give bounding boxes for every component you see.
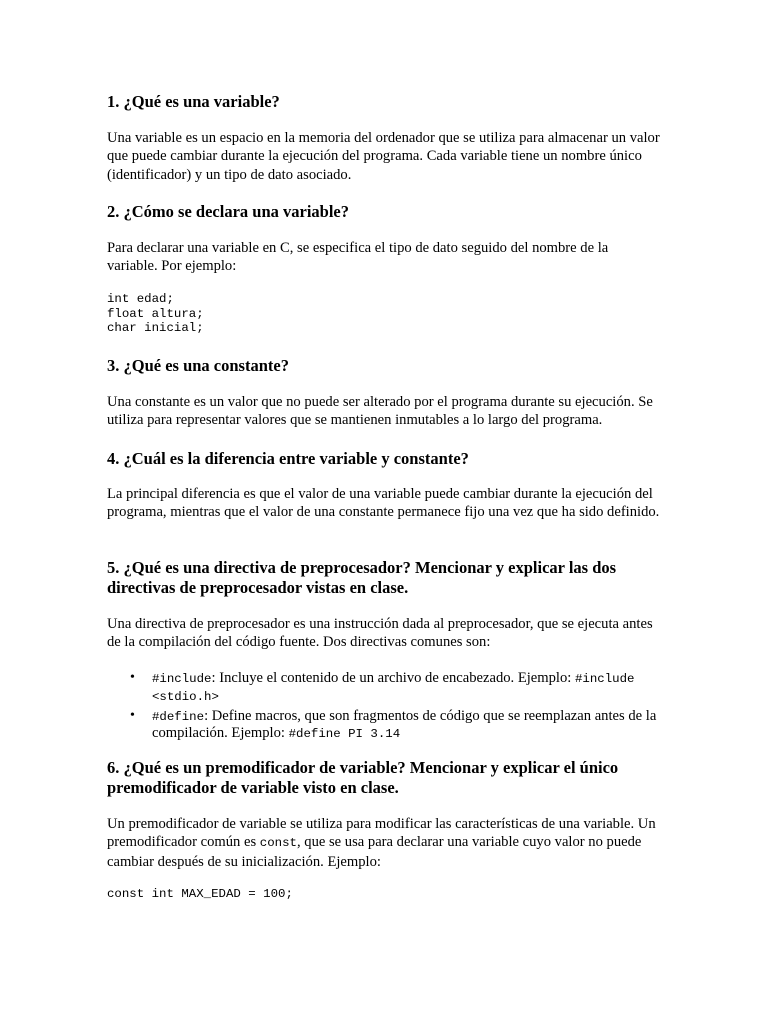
heading-4: 4. ¿Cuál es la diferencia entre variable y constante? [107, 449, 469, 468]
inline-code: const [259, 836, 297, 851]
paragraph-4: La principal diferencia es que el valor de una variable puede cambiar durante la ejecución del programa, mientras que el valor de una constante permanece fijo una vez que ha sido definido. [107, 486, 660, 521]
bullet-icon: • [130, 670, 135, 685]
paragraph-2: Para declarar una variable en C, se especifica el tipo de dato seguido del nombre de la variable. Por ejemplo: [107, 240, 609, 275]
paragraph-6-text-a: Un premodificador de variable se utiliza para modificar las características de una variable. Un premodificador común es [107, 816, 656, 851]
heading-2: 2. ¿Cómo se declara una variable? [107, 202, 349, 221]
heading-6: 6. ¿Qué es un premodificador de variable? Mencionar y explicar el único premodificador de variable visto en clase. [107, 758, 619, 797]
paragraph-6-text-b: , que se usa para declarar una variable cuyo valor no puede cambiar después de su inicialización. Ejemplo: [107, 834, 642, 870]
paragraph-3: Una constante es un valor que no puede ser alterado por el programa durante su ejecución. Se utiliza para representar valores que se mantienen inmutables a lo largo del programa. [107, 394, 653, 429]
heading-3: 3. ¿Qué es una constante? [107, 356, 289, 375]
inline-code: #include [152, 672, 212, 686]
heading-1: 1. ¿Qué es una variable? [107, 92, 280, 111]
list-item-define [130, 707, 662, 744]
paragraph-5: Una directiva de preprocesador es una instrucción dada al preprocesador, que se ejecuta antes de la compilación del código fuente. Dos directivas comunes son: [107, 616, 653, 651]
paragraph-1: Una variable es un espacio en la memoria del ordenador que se utiliza para almacenar un valor que puede cambiar durante la ejecución del programa. Cada variable tiene un nombre único (identificador) y un tipo de dato asociado. [107, 130, 660, 183]
paragraph-6 [107, 815, 662, 871]
code-block-declaration: int edad; float altura; char inicial; [107, 292, 204, 336]
code-block-const: const int MAX_EDAD = 100; [107, 887, 293, 901]
list-item-text: : Incluye el contenido de un archivo de encabezado. Ejemplo: [211, 670, 575, 686]
list-item-text: : Define macros, que son fragmentos de código que se reemplazan antes de la compilación. Ejemplo: [152, 707, 657, 742]
inline-code: #define PI 3.14 [288, 727, 401, 742]
heading-5: 5. ¿Qué es una directiva de preprocesador? Mencionar y explicar las dos directivas de preprocesador vistas en clase. [107, 558, 617, 597]
bullet-icon: • [130, 707, 135, 723]
directives-list [130, 670, 662, 745]
inline-code: #include <stdio.h> [152, 672, 635, 704]
list-item-include [130, 670, 662, 706]
inline-code: #define [152, 709, 205, 724]
